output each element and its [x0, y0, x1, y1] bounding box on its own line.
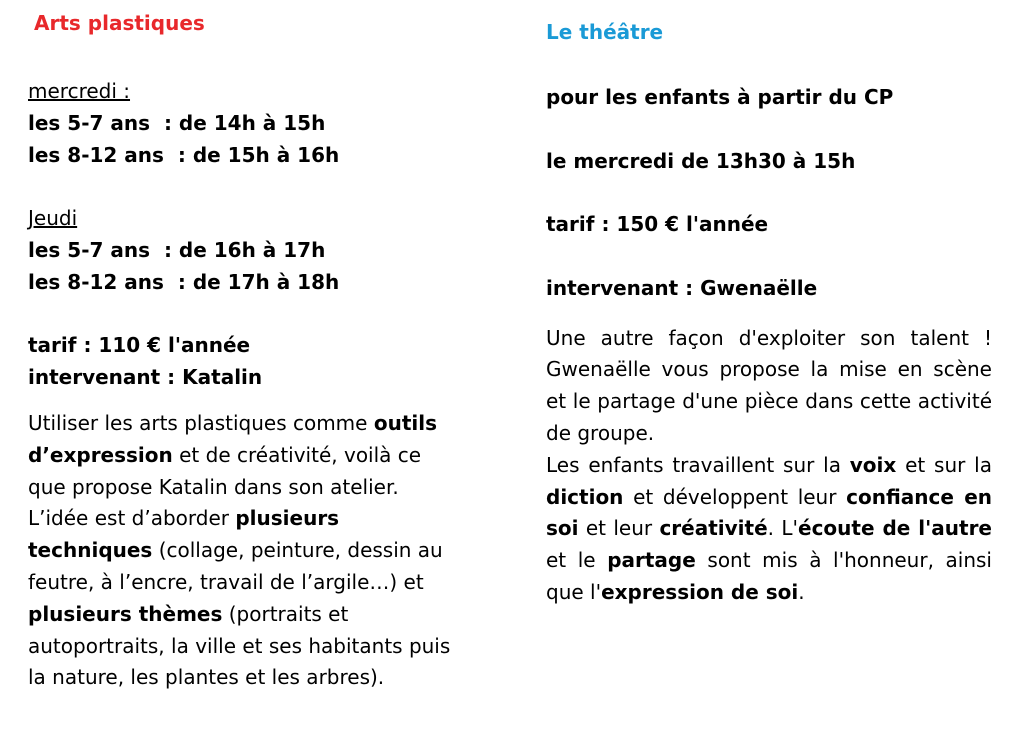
- theatre-column: [546, 0, 992, 609]
- theatre-schedule: le mercredi de 13h30 à 15h: [546, 148, 856, 173]
- wednesday-slot-5-7: les 5-7 ans : de 14h à 15h: [28, 110, 326, 135]
- theatre-intervenant: intervenant : Gwenaëlle: [546, 275, 818, 300]
- p2-bold: diction: [546, 484, 624, 509]
- thursday-slot-5-7: les 5-7 ans : de 16h à 17h: [28, 237, 326, 262]
- p2-text: Les enfants travaillent sur la: [546, 452, 850, 477]
- p2-text: et développent leur: [623, 484, 847, 509]
- p2-bold: confiance en soi: [546, 484, 993, 541]
- desc-bold: plusieurs thèmes: [28, 601, 223, 626]
- p2-bold: écoute de l'autre: [798, 516, 992, 541]
- p2-text: .: [798, 579, 805, 604]
- theatre-audience: pour les enfants à partir du CP: [546, 85, 894, 109]
- p2-bold: créativité: [659, 516, 768, 541]
- thursday-label: Jeudi: [28, 206, 78, 231]
- p2-text: et sur la: [896, 452, 992, 477]
- desc-text: Utiliser les arts plastiques comme: [28, 410, 374, 435]
- p2-text: . L': [767, 516, 798, 541]
- theatre-paragraph-2: [546, 450, 992, 609]
- desc-bold: outils d’expression: [28, 410, 437, 467]
- theatre-title: Le théâtre: [546, 20, 664, 44]
- p2-bold: partage: [607, 548, 696, 573]
- arts-intervenant: intervenant : Katalin: [28, 365, 263, 390]
- thursday-slot-8-12: les 8-12 ans : de 17h à 18h: [28, 269, 340, 294]
- p2-text: et leur: [578, 516, 660, 541]
- theatre-tarif: tarif : 150 € l'année: [546, 212, 769, 237]
- desc-text: (portraits et autoportraits, la ville et ses habitants puis la nature, les plantes et les arbres).: [28, 601, 451, 690]
- arts-tarif: tarif : 110 € l'année: [28, 333, 251, 358]
- desc-text: (collage, peinture, dessin au feutre, à l’encre, travail de l’argile…) et: [28, 538, 443, 594]
- desc-text: et de créativité, voilà ce que propose Katalin dans son atelier. L’idée est d’aborder: [28, 442, 422, 531]
- p2-text: et le: [546, 548, 608, 573]
- arts-description: [28, 408, 460, 694]
- p2-bold: voix: [849, 452, 897, 477]
- p2-bold: expression de soi: [601, 579, 799, 604]
- arts-plastiques-title: Arts plastiques: [34, 11, 205, 35]
- wednesday-slot-8-12: les 8-12 ans : de 15h à 16h: [28, 142, 340, 167]
- wednesday-label: mercredi :: [28, 79, 131, 103]
- arts-plastiques-column: [28, 0, 460, 694]
- p2-text: sont mis à l'honneur, ainsi que l': [546, 548, 992, 604]
- theatre-paragraph-1: Une autre façon d'exploiter son talent ! Gwenaëlle vous propose la mise en scène et le partage d'une pièce dans cette activité de groupe.: [546, 325, 992, 445]
- desc-bold: plusieurs techniques: [28, 506, 340, 563]
